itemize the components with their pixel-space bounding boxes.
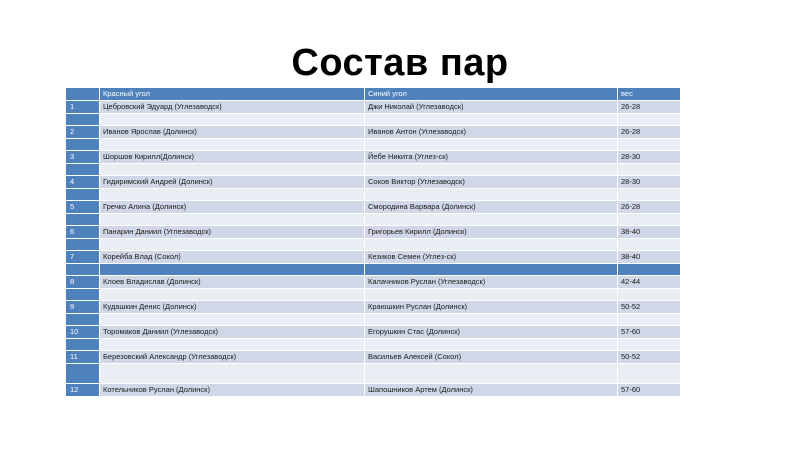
pairs-table bbox=[65, 87, 681, 397]
pair-number: 8 bbox=[66, 276, 100, 289]
red-corner-fighter: Иванов Ярослав (Долинск) bbox=[100, 126, 365, 139]
blue-corner-fighter: Егорушкин Стас (Долинск) bbox=[365, 326, 618, 339]
red-corner-fighter: Котельников Руслан (Долинск) bbox=[100, 384, 365, 397]
table-row bbox=[66, 301, 681, 314]
table-row bbox=[66, 384, 681, 397]
red-corner-fighter: Цебровский Эдуард (Углезаводск) bbox=[100, 101, 365, 114]
weight-class: 26-28 bbox=[618, 101, 681, 114]
pair-number: 4 bbox=[66, 176, 100, 189]
table-row bbox=[66, 126, 681, 139]
table-row bbox=[66, 326, 681, 339]
weight-class: 57-60 bbox=[618, 326, 681, 339]
weight-class: 28-30 bbox=[618, 151, 681, 164]
header-weight: вес bbox=[618, 88, 681, 101]
blue-corner-fighter: Васильев Алексей (Сокол) bbox=[365, 351, 618, 364]
pair-number: 7 bbox=[66, 251, 100, 264]
header-blue-corner: Синий угол bbox=[365, 88, 618, 101]
red-corner-fighter: Кудашкин Денис (Долинск) bbox=[100, 301, 365, 314]
pair-number: 2 bbox=[66, 126, 100, 139]
red-corner-fighter: Клоев Владислав (Долинск) bbox=[100, 276, 365, 289]
red-corner-fighter: Корейба Влад (Сокол) bbox=[100, 251, 365, 264]
table-row bbox=[66, 251, 681, 264]
spacer-row bbox=[66, 214, 681, 226]
spacer-row bbox=[66, 239, 681, 251]
red-corner-fighter: Панарин Даниил (Углезаводск) bbox=[100, 226, 365, 239]
spacer-row bbox=[66, 189, 681, 201]
blue-corner-fighter: Краюшкин Руслан (Долинск) bbox=[365, 301, 618, 314]
table-header-row bbox=[66, 88, 681, 101]
table-row bbox=[66, 226, 681, 239]
pair-number: 12 bbox=[66, 384, 100, 397]
blue-corner-fighter: Григорьев Кирилл (Долинск) bbox=[365, 226, 618, 239]
weight-class: 38-40 bbox=[618, 226, 681, 239]
red-corner-fighter: Березовский Александр (Углезаводск) bbox=[100, 351, 365, 364]
pair-number: 1 bbox=[66, 101, 100, 114]
table-row bbox=[66, 201, 681, 214]
pair-number: 3 bbox=[66, 151, 100, 164]
header-red-corner: Красный угол bbox=[100, 88, 365, 101]
red-corner-fighter: Гречко Алина (Долинск) bbox=[100, 201, 365, 214]
pair-number: 11 bbox=[66, 351, 100, 364]
spacer-row bbox=[66, 114, 681, 126]
blue-corner-fighter: Соков Виктор (Углезаводск) bbox=[365, 176, 618, 189]
table-row bbox=[66, 276, 681, 289]
blue-corner-fighter: Шапошников Артем (Долинск) bbox=[365, 384, 618, 397]
blue-corner-fighter: Йебе Никита (Углез-ск) bbox=[365, 151, 618, 164]
blue-corner-fighter: Иванов Антон (Углезаводск) bbox=[365, 126, 618, 139]
weight-class: 50-52 bbox=[618, 301, 681, 314]
blue-corner-fighter: Кезиков Семен (Углез-ск) bbox=[365, 251, 618, 264]
table-row bbox=[66, 176, 681, 189]
table-row bbox=[66, 151, 681, 164]
pair-number: 9 bbox=[66, 301, 100, 314]
table-row bbox=[66, 351, 681, 364]
pair-number: 6 bbox=[66, 226, 100, 239]
red-corner-fighter: Шоршов Кирилл(Долинск) bbox=[100, 151, 365, 164]
weight-class: 28-30 bbox=[618, 176, 681, 189]
header-number bbox=[66, 88, 100, 101]
pair-number: 10 bbox=[66, 326, 100, 339]
spacer-row bbox=[66, 289, 681, 301]
weight-class: 57-60 bbox=[618, 384, 681, 397]
spacer-row bbox=[66, 339, 681, 351]
weight-class: 38-40 bbox=[618, 251, 681, 264]
slide-title: Состав пар bbox=[291, 42, 509, 84]
table-row bbox=[66, 101, 681, 114]
spacer-row bbox=[66, 364, 681, 384]
spacer-row bbox=[66, 139, 681, 151]
weight-class: 26-28 bbox=[618, 126, 681, 139]
weight-class: 50-52 bbox=[618, 351, 681, 364]
blue-corner-fighter: Калачников Руслан (Углезаводск) bbox=[365, 276, 618, 289]
divider-row bbox=[66, 264, 681, 276]
weight-class: 42-44 bbox=[618, 276, 681, 289]
red-corner-fighter: Гидиримский Андрей (Долинск) bbox=[100, 176, 365, 189]
spacer-row bbox=[66, 314, 681, 326]
red-corner-fighter: Торомаков Даниил (Углезаводск) bbox=[100, 326, 365, 339]
spacer-row bbox=[66, 164, 681, 176]
blue-corner-fighter: Джи Николай (Углезаводск) bbox=[365, 101, 618, 114]
pair-number: 5 bbox=[66, 201, 100, 214]
weight-class: 26-28 bbox=[618, 201, 681, 214]
blue-corner-fighter: Смородина Варвара (Долинск) bbox=[365, 201, 618, 214]
